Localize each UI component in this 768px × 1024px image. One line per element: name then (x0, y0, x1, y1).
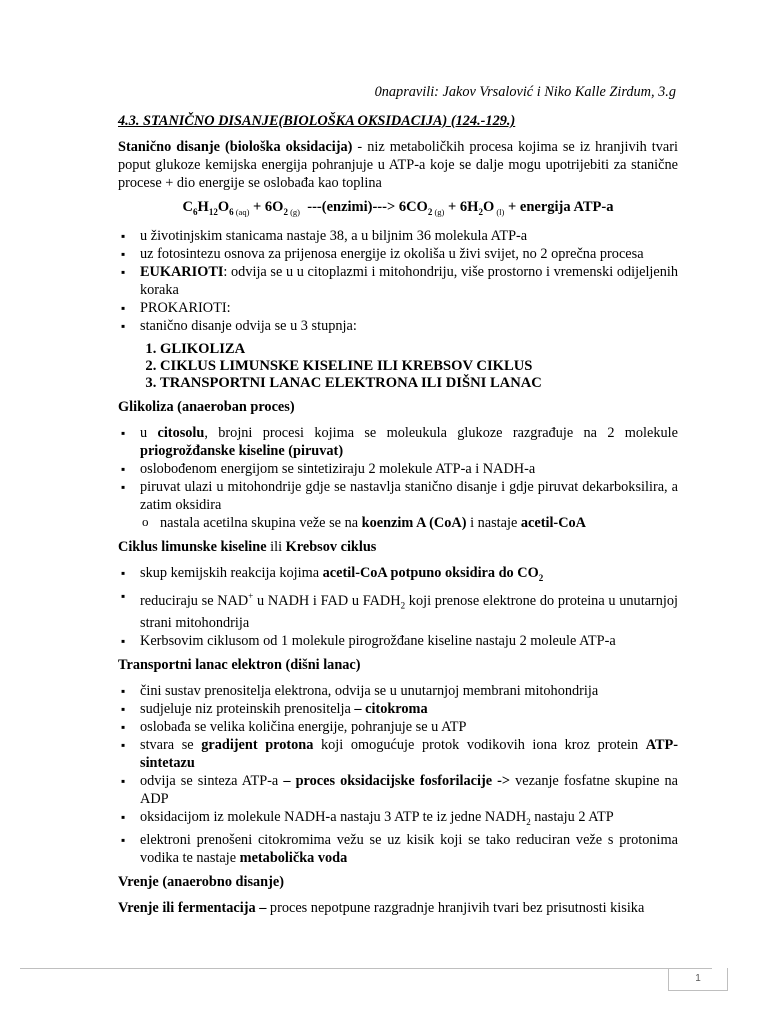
list-item: ▪ stvara se gradijent protona koji omogućuje protok vodikovih iona kroz protein ATP-sintetazu (118, 736, 678, 772)
list-item: ▪ sudjeluje niz proteinskih prenositelja – citokroma (118, 700, 678, 718)
vrenje-heading: Vrenje (anaerobno disanje) (118, 874, 284, 891)
footer-divider (20, 968, 712, 969)
list-item: ▪ EUKARIOTI: odvija se u u citoplazmi i mitohondriju, više prostorno i vremenski odijeljenih koraka (118, 263, 678, 299)
glikoliza-heading: Glikoliza (anaeroban proces) (118, 398, 295, 415)
sub-list-item: o nastala acetilna skupina veže se na koenzim A (CoA) i nastaje acetil-CoA (140, 514, 678, 532)
authors-line: 0napravili: Jakov Vrsalović i Niko Kalle Zirdum, 3.g (374, 84, 676, 100)
intro-paragraph (118, 138, 678, 192)
document-body (118, 112, 678, 917)
intro-text: - niz metaboličkih procesa kojima se iz hranjivih tvari poput glukoze kemijska energija pohranjuje u ATP-a koje se dalje mogu upotrijebiti za stanične procese + dio energije se oslobađa kao toplina (118, 139, 678, 191)
transport-list (118, 682, 678, 867)
stage-item: 3. TRANSPORTNI LANAC ELEKTRONA ILI DIŠNI LANAC (160, 375, 678, 392)
list-item: ▪ stanično disanje odvija se u 3 stupnja: (118, 317, 678, 335)
krebs-list (118, 564, 678, 650)
vrenje-paragraph: Vrenje ili fermentacija – proces nepotpune razgradnje hranjivih tvari bez prisutnosti kisika (118, 900, 645, 917)
list-item: ▪ elektroni prenošeni citokromima vežu se uz kisik koji se tako reduciran veže s protonima vodika te nastaje metabolička voda (118, 831, 678, 867)
list-item: ▪ oksidacijom iz molekule NADH-a nastaju 3 ATP te iz jedne $NADH_2$ nastaju 2 ATP (118, 808, 678, 831)
list-item: ▪ odvija se sinteza ATP-a – proces oksidacijske fosforilacije -> vezanje fosfatne skupine na ADP (118, 772, 678, 808)
list-item: ▪ oslobađa se velika količina energije, pohranjuje se u ATP (118, 718, 678, 736)
list-item: ▪ čini sustav prenositelja elektrona, odvija se u unutarnjoj membrani mitohondrija (118, 682, 678, 700)
respiration-facts-list (118, 227, 678, 335)
respiration-equation: $C_6H_{12}O_6$ $_{(aq)} + 6O_2$ $_{(g)}$ ---(enzimi)---> $6CO_2$ $_{(g)} + 6H_2O$ $_{(l)}$ + energija ATP-a (182, 199, 614, 217)
list-item: ▪ oslobođenom energijom se sintetiziraju 2 molekule ATP-a i NADH-a (118, 460, 678, 478)
list-item: ▪ uz fotosintezu osnova za prijenosa energije iz okoliša u živi svijet, no 2 oprečna procesa (118, 245, 678, 263)
krebs-heading: Ciklus limunske kiseline ili Krebsov ciklus (118, 538, 377, 555)
list-item: ▪ piruvat ulazi u mitohondrije gdje se nastavlja stanično disanje i gdje piruvat dekarboksilira, a zatim oksidira o nastala acetilna skupina veže se na koenzim A (CoA) i nastaje acetil-CoA (118, 478, 678, 532)
section-title: 4.3. STANIČNO DISANJE(BIOLOŠKA OKSIDACIJA) (124.-129.) (118, 113, 516, 129)
list-item: ▪ skup kemijskih reakcija kojima acetil-CoA potpuno oksidira do $CO_2$ (118, 564, 678, 587)
list-item: ▪ PROKARIOTI: (118, 299, 678, 317)
list-item: ▪ Kerbsovim ciklusom od 1 molekule pirogrožđane kiseline nastaju 2 moleule ATP-a (118, 632, 678, 650)
list-item: ▪ u životinjskim stanicama nastaje 38, a u biljnim 36 molekula ATP-a (118, 227, 678, 245)
glikoliza-list (118, 424, 678, 532)
intro-term: Stanično disanje (biološka oksidacija) (118, 139, 353, 155)
list-item: ▪ u citosolu, brojni procesi kojima se moleukula glukoze razgrađuje na 2 molekule priogrožđanske kiseline (piruvat) (118, 424, 678, 460)
transport-heading: Transportni lanac elektron (dišni lanac) (118, 657, 361, 674)
page-number: 1 (668, 968, 728, 991)
stage-item: 1. GLIKOLIZA (160, 341, 678, 358)
glikoliza-sublist (118, 514, 678, 532)
list-item: ▪ reduciraju se NAD+ u NADH i FAD u $FADH_2$ koji prenose elektrone do proteina u unutarnjoj strani mitohondrija (118, 587, 678, 633)
stage-item: 2. CIKLUS LIMUNSKE KISELINE ILI KREBSOV CIKLUS (160, 358, 678, 375)
stages-list (118, 341, 678, 392)
